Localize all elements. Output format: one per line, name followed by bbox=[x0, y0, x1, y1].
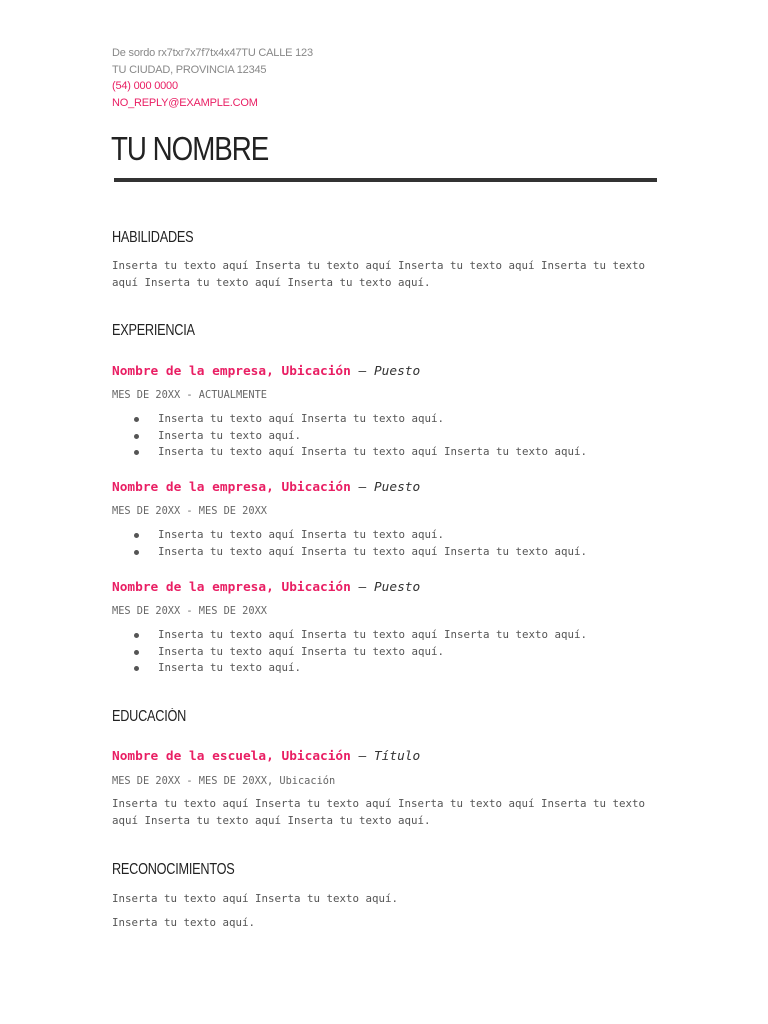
separator-dash: — bbox=[350, 580, 374, 595]
job-title-line bbox=[112, 479, 420, 497]
experience-heading: EXPERIENCIA bbox=[112, 322, 195, 339]
bullet-text: Inserta tu texto aquí Inserta tu texto aquí. bbox=[158, 644, 445, 658]
job-dates: MES DE 20XX - MES DE 20XX bbox=[112, 605, 267, 617]
bullet-icon bbox=[134, 417, 139, 422]
separator-dash: — bbox=[350, 480, 374, 495]
school-title-line bbox=[112, 748, 420, 766]
job-title-line bbox=[112, 363, 420, 381]
separator-dash: — bbox=[350, 364, 374, 379]
degree-title: Título bbox=[373, 749, 421, 764]
list-item bbox=[112, 627, 587, 644]
school-name: Nombre de la escuela, Ubicación bbox=[112, 749, 351, 764]
separator-dash: — bbox=[350, 749, 374, 764]
company-name: Nombre de la empresa, Ubicación bbox=[112, 480, 351, 495]
resume-name: TU NOMBRE bbox=[111, 130, 269, 167]
job-bullet-list bbox=[112, 411, 587, 461]
job-bullet-list bbox=[112, 627, 587, 677]
job-bullet-list bbox=[112, 527, 587, 560]
bullet-icon bbox=[134, 533, 139, 538]
title-divider bbox=[114, 178, 657, 182]
bullet-text: Inserta tu texto aquí. bbox=[158, 661, 302, 675]
bullet-text: Inserta tu texto aquí Inserta tu texto aquí Inserta tu texto aquí. bbox=[158, 628, 588, 641]
list-item bbox=[112, 644, 587, 661]
award-item: Inserta tu texto aquí Inserta tu texto aquí. bbox=[112, 892, 399, 905]
company-name: Nombre de la empresa, Ubicación bbox=[112, 364, 351, 379]
job-title-line bbox=[112, 579, 420, 597]
address-line-1: De sordo rx7txr7x7f7tx4x47TU CALLE 123 bbox=[112, 47, 313, 59]
list-item bbox=[112, 444, 587, 461]
awards-heading: RECONOCIMIENTOS bbox=[112, 861, 235, 878]
bullet-icon bbox=[134, 450, 139, 455]
job-dates: MES DE 20XX - MES DE 20XX bbox=[112, 505, 267, 517]
job-role: Puesto bbox=[373, 480, 421, 495]
education-text: Inserta tu texto aquí Inserta tu texto aquí Inserta tu texto aquí Inserta tu texto aquí Inserta tu texto aquí Inserta tu texto aquí. bbox=[112, 797, 646, 827]
list-item bbox=[112, 544, 587, 561]
list-item bbox=[112, 428, 587, 445]
bullet-icon bbox=[134, 550, 139, 555]
bullet-icon bbox=[134, 434, 139, 439]
skills-heading: HABILIDADES bbox=[112, 229, 194, 246]
list-item bbox=[112, 527, 587, 544]
phone-number: (54) 000 0000 bbox=[112, 80, 178, 93]
award-item: Inserta tu texto aquí. bbox=[112, 916, 256, 929]
job-role: Puesto bbox=[373, 580, 421, 595]
job-dates: MES DE 20XX - ACTUALMENTE bbox=[112, 389, 267, 401]
list-item bbox=[112, 411, 587, 428]
skills-text: Inserta tu texto aquí Inserta tu texto aquí Inserta tu texto aquí Inserta tu texto aquí Inserta tu texto aquí Inserta tu texto aquí. bbox=[112, 259, 646, 289]
list-item bbox=[112, 660, 587, 677]
bullet-text: Inserta tu texto aquí Inserta tu texto aquí Inserta tu texto aquí. bbox=[158, 544, 588, 558]
bullet-icon bbox=[134, 666, 139, 671]
bullet-text: Inserta tu texto aquí. bbox=[158, 428, 302, 442]
education-heading: EDUCACIÓN bbox=[112, 708, 187, 725]
contact-block bbox=[112, 45, 313, 112]
bullet-icon bbox=[134, 650, 139, 655]
email-address: NO_REPLY@EXAMPLE.COM bbox=[112, 97, 258, 110]
bullet-text: Inserta tu texto aquí Inserta tu texto aquí. bbox=[158, 528, 445, 541]
bullet-text: Inserta tu texto aquí Inserta tu texto aquí. bbox=[158, 412, 445, 425]
address-line-2: TU CIUDAD, PROVINCIA 12345 bbox=[112, 63, 267, 76]
company-name: Nombre de la empresa, Ubicación bbox=[112, 580, 351, 595]
education-dates: MES DE 20XX - MES DE 20XX, Ubicación bbox=[112, 775, 336, 787]
job-role: Puesto bbox=[373, 364, 421, 379]
bullet-icon bbox=[134, 633, 139, 638]
bullet-text: Inserta tu texto aquí Inserta tu texto aquí Inserta tu texto aquí. bbox=[158, 445, 588, 459]
